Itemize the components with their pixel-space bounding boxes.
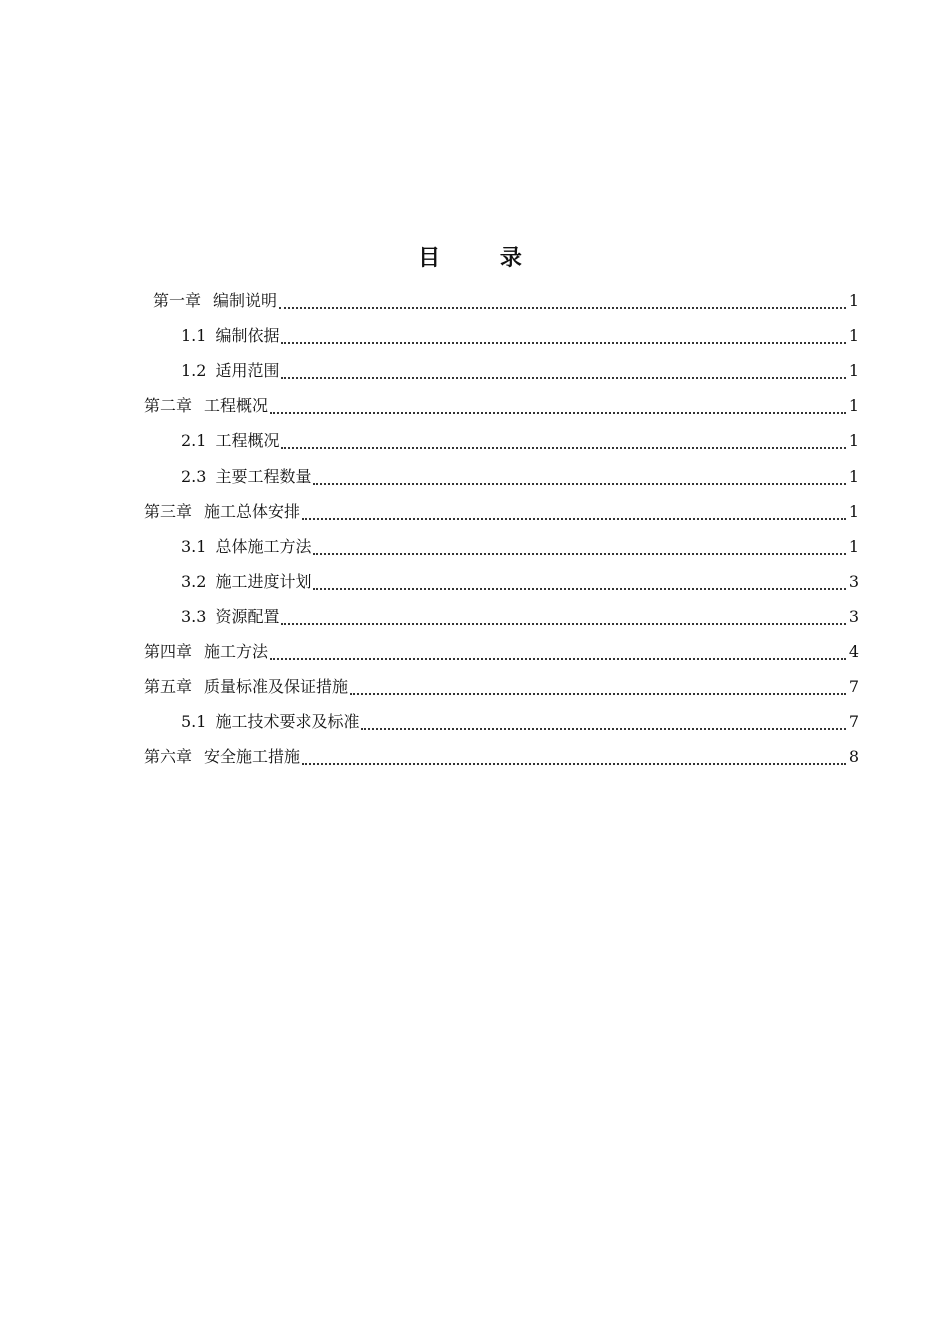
toc-dot-leader [281,622,845,625]
toc-dot-leader [281,341,845,344]
toc-dot-leader [313,552,845,555]
toc-chapter-entry[interactable] [144,494,859,529]
toc-entry-number: 5.1 [181,712,207,731]
toc-entry-number: 第三章 [144,502,193,521]
toc-entry-number: 1.1 [181,326,207,345]
toc-chapter-entry[interactable] [144,739,859,774]
toc-entry-number: 第五章 [144,677,193,696]
toc-chapter-entry[interactable] [144,634,859,669]
toc-title: 目 录 [418,245,548,271]
toc-chapter-entry[interactable] [144,388,859,423]
toc-entry-label: 安全施工措施 [204,747,301,766]
toc-entry-number: 3.2 [181,572,207,591]
toc-dot-leader [281,376,845,379]
toc-entry-label: 编制说明 [213,291,278,310]
toc-entry-label: 主要工程数量 [215,467,312,486]
toc-entry-page-number: 3 [848,572,859,591]
toc-entry-label: 施工总体安排 [204,502,301,521]
toc-entry-page-number: 1 [848,467,859,486]
toc-chapter-entry[interactable] [153,283,859,318]
toc-section-entry[interactable] [181,704,859,739]
toc-dot-leader [302,517,846,520]
toc-section-entry[interactable] [181,353,859,388]
toc-entry-label: 施工进度计划 [215,572,312,591]
toc-entry-page-number: 1 [848,361,859,380]
toc-chapter-entry[interactable] [144,669,859,704]
toc-dot-leader [313,482,845,485]
toc-section-entry[interactable] [181,318,859,353]
toc-section-entry[interactable] [181,459,859,494]
toc-dot-leader [302,762,846,765]
toc-entry-page-number: 1 [848,431,859,450]
toc-entry-page-number: 8 [848,747,859,766]
toc-entry-page-number: 7 [848,677,859,696]
toc-entry-page-number: 1 [848,396,859,415]
toc-dot-leader [279,306,846,309]
toc-entry-label: 适用范围 [215,361,280,380]
toc-dot-leader [350,692,846,695]
toc-entry-number: 第四章 [144,642,193,661]
toc-entry-page-number: 1 [848,291,859,310]
toc-dot-leader [281,446,845,449]
toc-entry-page-number: 1 [848,326,859,345]
toc-dot-leader [270,657,846,660]
toc-section-entry[interactable] [181,529,859,564]
toc-entry-number: 3.3 [181,607,207,626]
toc-entry-label: 施工技术要求及标准 [215,712,360,731]
toc-entry-number: 1.2 [181,361,207,380]
toc-section-entry[interactable] [181,599,859,634]
toc-entry-label: 施工方法 [204,642,269,661]
toc-entry-number: 第二章 [144,396,193,415]
toc-entry-number: 第六章 [144,747,193,766]
toc-entry-number: 2.1 [181,431,207,450]
toc-entry-page-number: 1 [848,537,859,556]
toc-dot-leader [270,411,846,414]
toc-entry-label: 工程概况 [215,431,280,450]
toc-entry-label: 资源配置 [215,607,280,626]
toc-entry-page-number: 1 [848,502,859,521]
toc-entry-page-number: 3 [848,607,859,626]
toc-entry-label: 质量标准及保证措施 [204,677,349,696]
toc-entry-number: 第一章 [153,291,202,310]
toc-dot-leader [361,727,845,730]
toc-entry-label: 编制依据 [215,326,280,345]
toc-section-entry[interactable] [181,564,859,599]
toc-dot-leader [313,587,845,590]
toc-entry-page-number: 7 [848,712,859,731]
toc-entry-label: 工程概况 [204,396,269,415]
toc-entry-number: 3.1 [181,537,207,556]
toc-section-entry[interactable] [181,423,859,458]
toc-entry-label: 总体施工方法 [215,537,312,556]
toc-entry-page-number: 4 [848,642,859,661]
toc-entry-number: 2.3 [181,467,207,486]
